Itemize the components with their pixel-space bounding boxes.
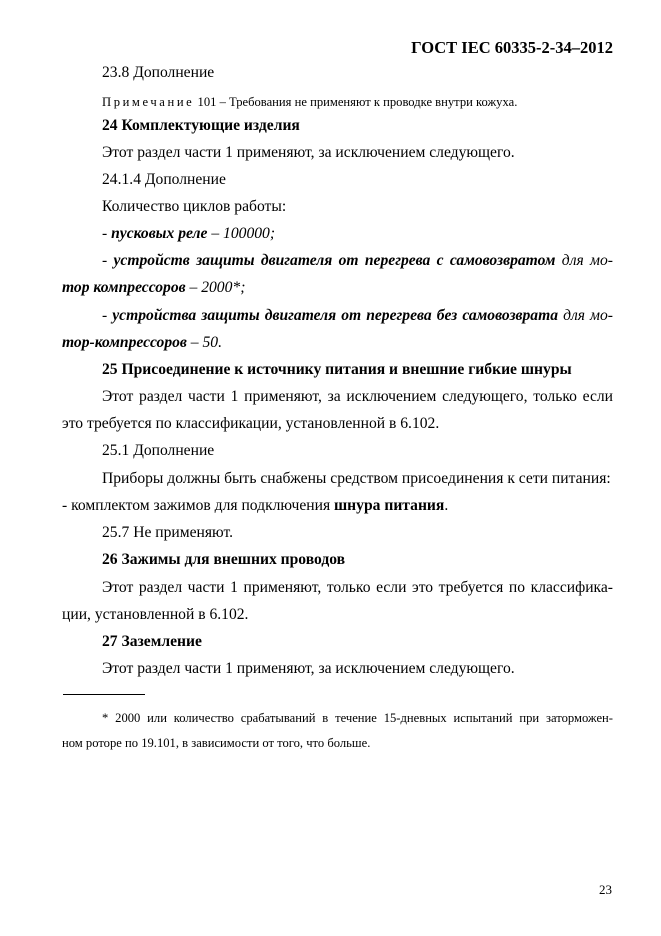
section-25-1-title: 25.1 Дополнение	[102, 442, 215, 459]
term-power-cord: шнура питания	[334, 497, 445, 514]
footnote-line1: * 2000 или количество срабатываний в течение 15-дневных испытаний при заторможен-	[102, 711, 613, 725]
list-item-starting-relays	[102, 224, 613, 244]
section-26-text-line2: ции, установленной в 6.102.	[62, 606, 249, 623]
section-25-intro-line2: это требуется по классификации, установленной в 6.102.	[62, 415, 440, 432]
section-26-text-line1: Этот раздел части 1 применяют, только если это требуется по классифика-	[102, 579, 613, 596]
section-25-1-text: Приборы должны быть снабжены средством присоединения к сети питания:	[102, 470, 611, 487]
section-25-1-item	[62, 496, 613, 516]
value-starting-relays: – 100000;	[207, 225, 276, 242]
term-starting-relays: пусковых реле	[111, 225, 208, 242]
list-item-non-auto-reset-line1	[102, 306, 613, 326]
section-23-8-title: 23.8 Дополнение	[102, 64, 215, 81]
value-non-auto-reset: – 50.	[186, 334, 222, 351]
dash: -	[102, 225, 112, 242]
section-25-7: 25.7 Не применяют.	[102, 524, 234, 541]
list-item-non-auto-reset-line2	[62, 333, 613, 353]
page-number: 23	[599, 882, 612, 897]
section-27-text: Этот раздел части 1 применяют, за исключением следующего.	[102, 660, 515, 677]
standard-header: ГОСТ IEC 60335-2-34–2012	[411, 38, 613, 57]
dash: -	[102, 307, 113, 324]
value-auto-reset: – 2000*;	[185, 279, 246, 296]
cycles-label: Количество циклов работы:	[102, 198, 287, 215]
note-label: Примечание	[102, 95, 195, 109]
section-25-heading: 25 Присоединение к источнику питания и внешние гибкие шнуры	[102, 361, 572, 378]
section-24-intro: Этот раздел части 1 применяют, за исключением следующего.	[102, 144, 515, 161]
section-24-1-4-title: 24.1.4 Дополнение	[102, 171, 226, 188]
note-text: 101 – Требования не применяют к проводке внутри кожуха.	[194, 95, 518, 109]
term-auto-reset-for: для мо-	[555, 252, 613, 269]
term-motor-compressors: тор компрессоров	[62, 279, 186, 296]
term-motor-compressors-2: тор-компрессоров	[62, 334, 187, 351]
section-26-heading: 26 Зажимы для внешних проводов	[102, 551, 346, 568]
footnote-line2: ном роторе по 19.101, в зависимости от того, что больше.	[62, 736, 371, 750]
list-item-auto-reset-line1	[102, 251, 613, 271]
term-non-auto-reset-for: для мо-	[558, 307, 613, 324]
term-auto-reset: устройств защиты двигателя от перегрева с самовозвратом	[113, 252, 556, 269]
footnote-separator	[63, 694, 145, 695]
list-item-auto-reset-line2	[62, 278, 613, 298]
note-101	[102, 92, 613, 112]
item-prefix: - комплектом зажимов для подключения	[62, 497, 335, 514]
dash: -	[102, 252, 114, 269]
section-24-heading: 24 Комплектующие изделия	[102, 117, 300, 134]
section-25-intro-line1: Этот раздел части 1 применяют, за исключением следующего, только если	[102, 388, 613, 405]
item-period: .	[444, 497, 449, 514]
term-non-auto-reset: устройства защиты двигателя от перегрева без самовозврата	[112, 307, 559, 324]
section-27-heading: 27 Заземление	[102, 633, 202, 650]
